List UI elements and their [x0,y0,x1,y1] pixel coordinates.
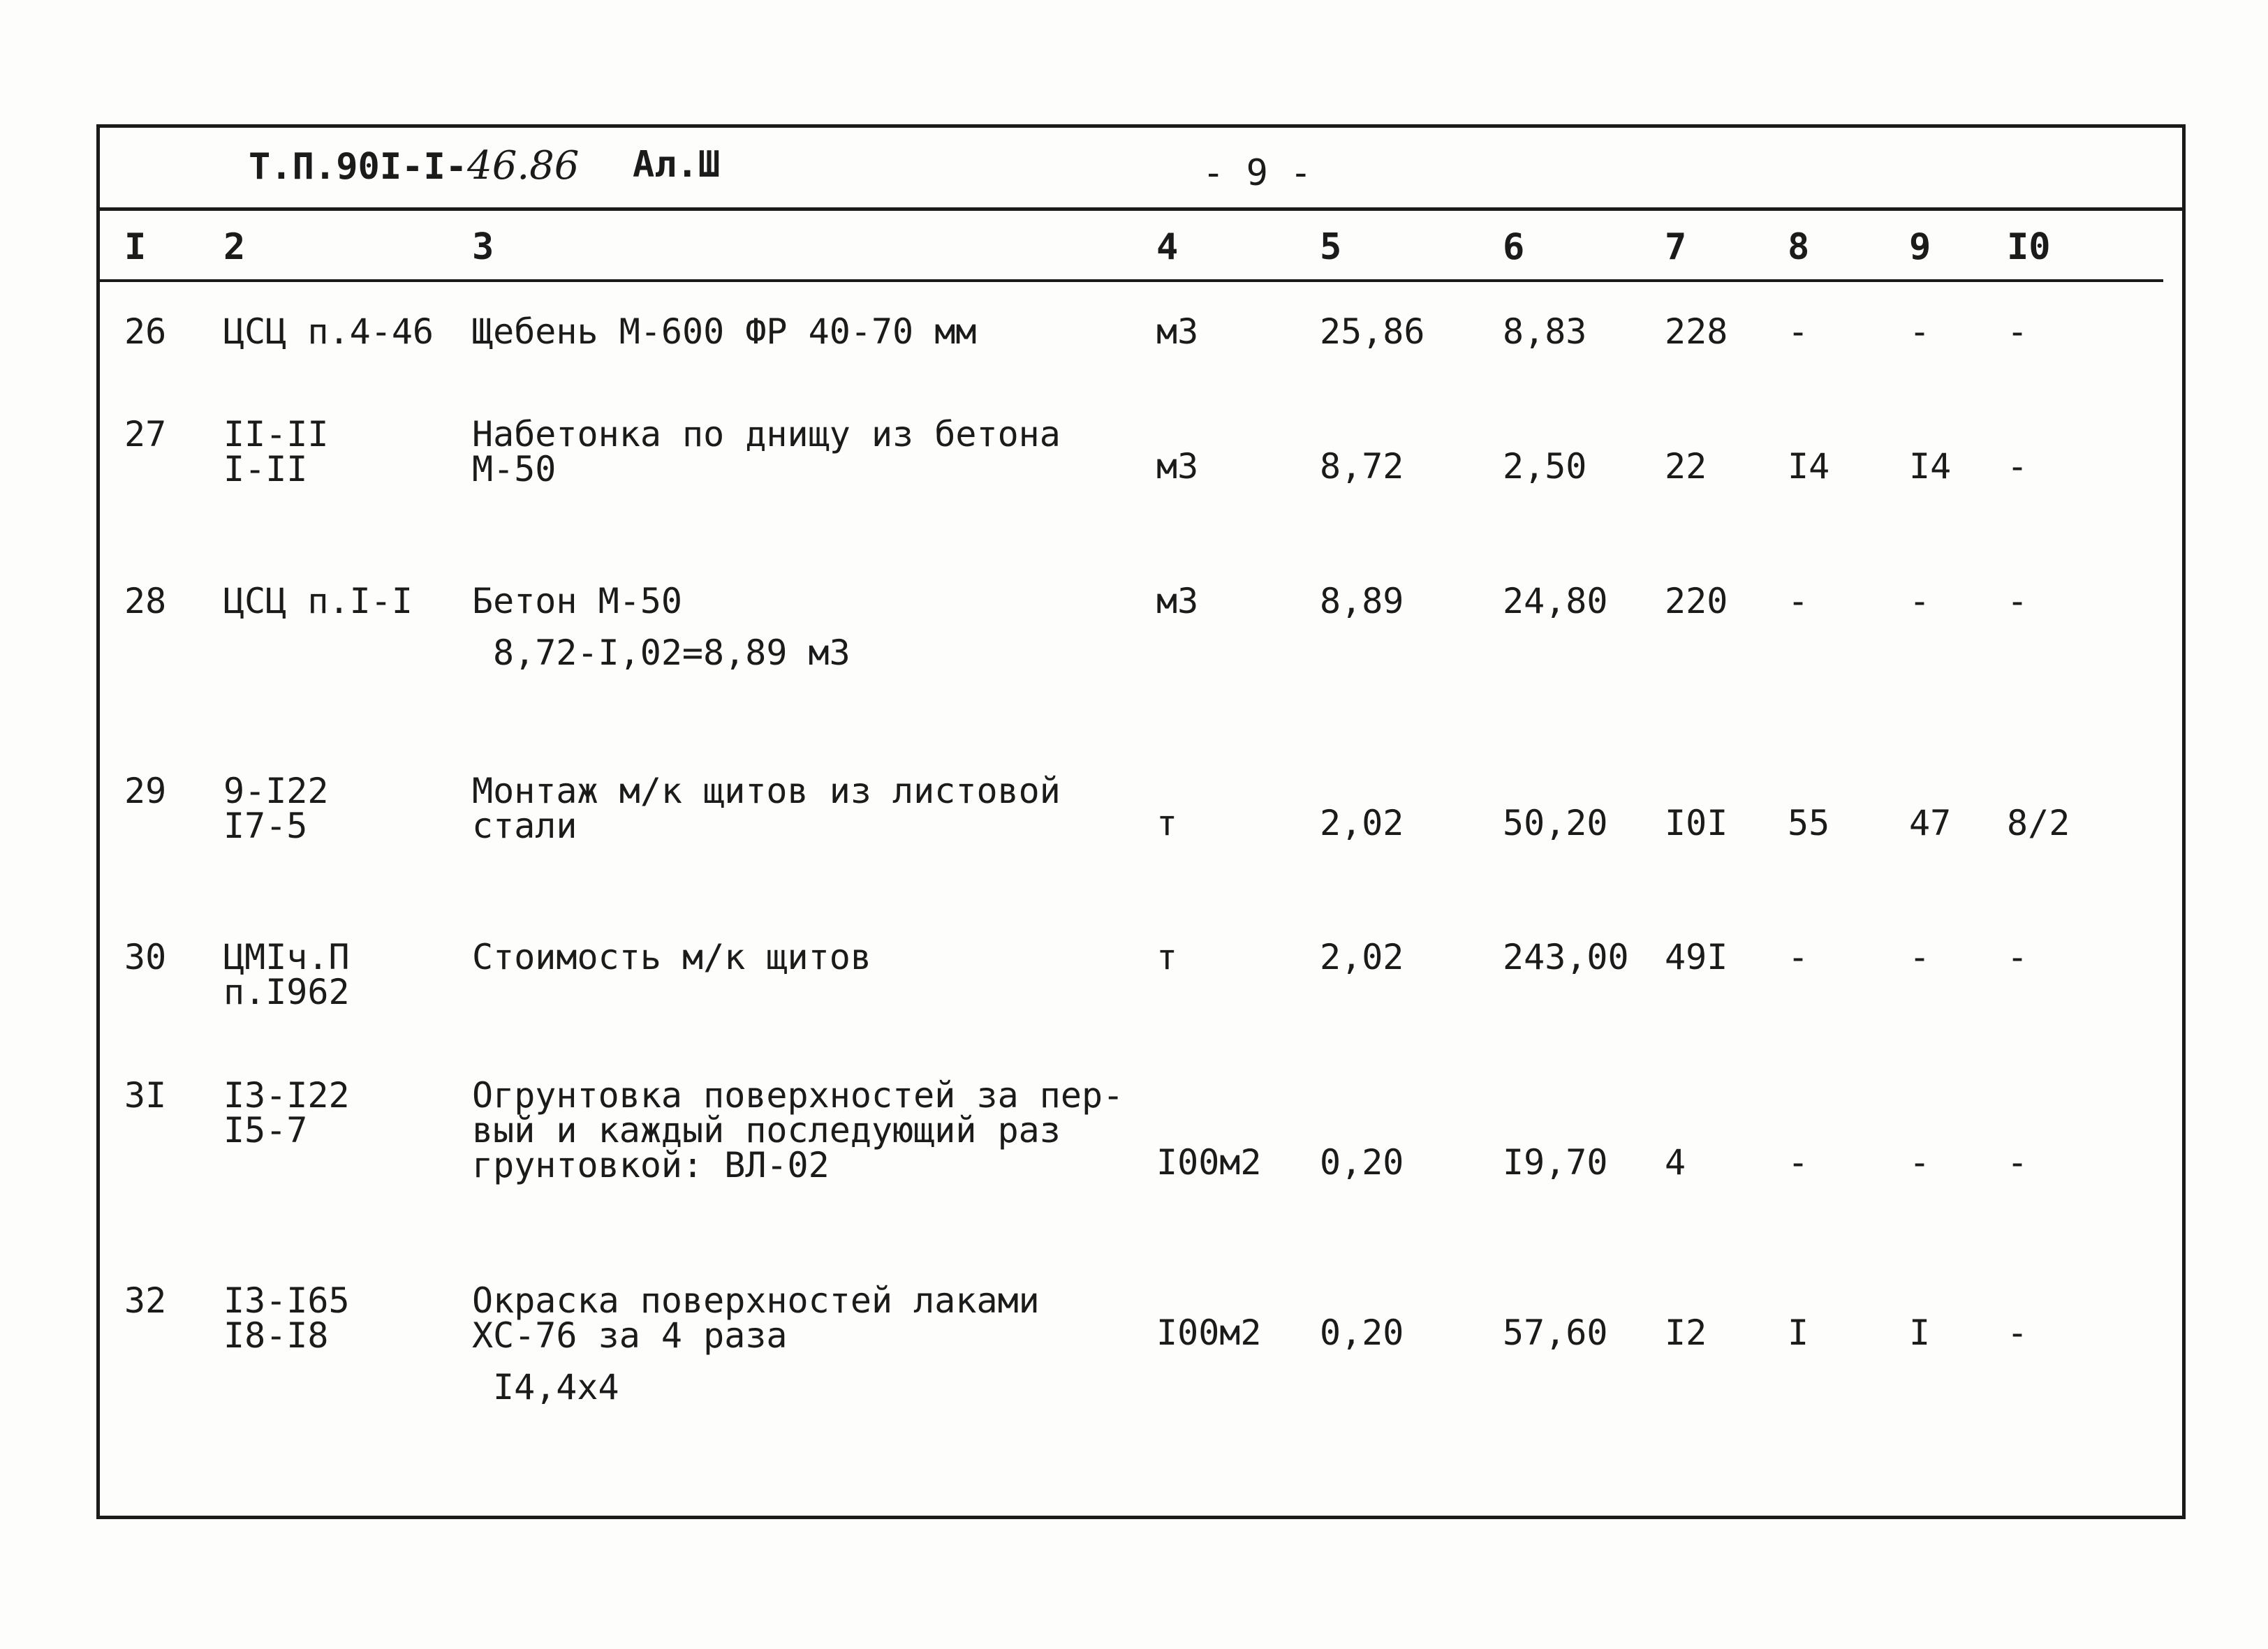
row-number: 26 [124,311,167,352]
unit: I00м2 [1156,1312,1262,1353]
column-header-4: 4 [1156,226,1179,268]
norm-code: п.I962 [223,972,350,1012]
col7-value: 220 [1665,581,1728,621]
col9-value: - [1909,311,1931,352]
col9-value: 47 [1909,803,1952,843]
col8-value: I4 [1788,446,1830,487]
quantity: 0,20 [1320,1312,1404,1353]
norm-code: I3-I65 [223,1280,350,1321]
sheet-mark: Ал.Ш [633,144,721,186]
col7-value: 22 [1665,446,1707,487]
col7-value: 228 [1665,311,1728,352]
row-number: 28 [124,581,167,621]
work-description: вый и каждый последующий раз [472,1110,1061,1151]
work-description: Щебень М-600 ФР 40-70 мм [472,311,977,352]
col10-value: - [2007,311,2028,352]
col9-value: I [1909,1312,1931,1353]
col8-value: I [1788,1312,1809,1353]
unit-price: 2,50 [1503,446,1587,487]
col8-value: - [1788,581,1809,621]
quantity: 2,02 [1320,803,1404,843]
col7-value: 4 [1665,1142,1686,1183]
column-header-9: 9 [1909,226,1931,268]
column-header-7: 7 [1665,226,1687,268]
norm-code: I-II [223,449,308,489]
quantity: 8,89 [1320,581,1404,621]
norm-code: II-II [223,414,329,454]
column-header-5: 5 [1320,226,1342,268]
row-number: 29 [124,771,167,811]
col9-value: - [1909,937,1931,977]
col10-value: - [2007,1312,2028,1353]
unit-price: 243,00 [1503,937,1629,977]
row-number: 30 [124,937,167,977]
work-description: Набетонка по днищу из бетона [472,414,1061,454]
col8-value: - [1788,937,1809,977]
document-code-printed: Т.П.90I-I- [249,146,468,188]
col9-value: - [1909,581,1931,621]
norm-code: I5-7 [223,1110,308,1151]
quantity: 25,86 [1320,311,1425,352]
document-code-handwritten: 46.86 [467,143,580,188]
quantity: 0,20 [1320,1142,1404,1183]
work-description: Огрунтовка поверхностей за пер- [472,1075,1124,1116]
column-header-rule [96,279,2163,282]
norm-code: I7-5 [223,806,308,846]
column-header-8: 8 [1788,226,1810,268]
norm-code: ЦСЦ п.I-I [223,581,413,621]
row-number: 3I [124,1075,167,1116]
work-description: ХС-76 за 4 раза [472,1315,788,1356]
unit-price: I9,70 [1503,1142,1608,1183]
col7-value: 49I [1665,937,1728,977]
unit: I00м2 [1156,1142,1262,1183]
norm-code: ЦСЦ п.4-46 [223,311,434,352]
col10-value: - [2007,1142,2028,1183]
column-header-1: I [124,226,147,268]
work-description: М-50 [472,449,557,489]
calculation-note: I4,4x4 [493,1367,619,1407]
column-header-2: 2 [223,226,246,268]
unit-price: 57,60 [1503,1312,1608,1353]
column-header-3: 3 [472,226,494,268]
col8-value: 55 [1788,803,1830,843]
col10-value: - [2007,937,2028,977]
quantity: 2,02 [1320,937,1404,977]
column-header-10: I0 [2007,226,2051,268]
unit-price: 24,80 [1503,581,1608,621]
col8-value: - [1788,1142,1809,1183]
quantity: 8,72 [1320,446,1404,487]
unit: т [1156,803,1178,843]
unit: т [1156,937,1178,977]
col9-value: - [1909,1142,1931,1183]
row-number: 32 [124,1280,167,1321]
col10-value: - [2007,446,2028,487]
norm-code: I8-I8 [223,1315,329,1356]
unit: м3 [1156,581,1199,621]
col7-value: I2 [1665,1312,1707,1353]
work-description: Стоимость м/к щитов [472,937,871,977]
norm-code: I3-I22 [223,1075,350,1116]
col8-value: - [1788,311,1809,352]
header-rule [96,207,2186,211]
row-number: 27 [124,414,167,454]
unit: м3 [1156,446,1199,487]
unit-price: 50,20 [1503,803,1608,843]
work-description: Монтаж м/к щитов из листовой [472,771,1061,811]
col10-value: 8/2 [2007,803,2070,843]
work-description: стали [472,806,577,846]
unit: м3 [1156,311,1199,352]
col10-value: - [2007,581,2028,621]
norm-code: ЦМIч.П [223,937,350,977]
document-code [249,143,580,188]
column-header-6: 6 [1503,226,1525,268]
work-description: грунтовкой: ВЛ-02 [472,1145,830,1185]
work-description: Окраска поверхностей лаками [472,1280,1040,1321]
calculation-note: 8,72-I,02=8,89 м3 [493,633,850,673]
page-number: - 9 - [1202,152,1312,194]
work-description: Бетон М-50 [472,581,683,621]
unit-price: 8,83 [1503,311,1587,352]
norm-code: 9-I22 [223,771,329,811]
col9-value: I4 [1909,446,1952,487]
col7-value: I0I [1665,803,1728,843]
